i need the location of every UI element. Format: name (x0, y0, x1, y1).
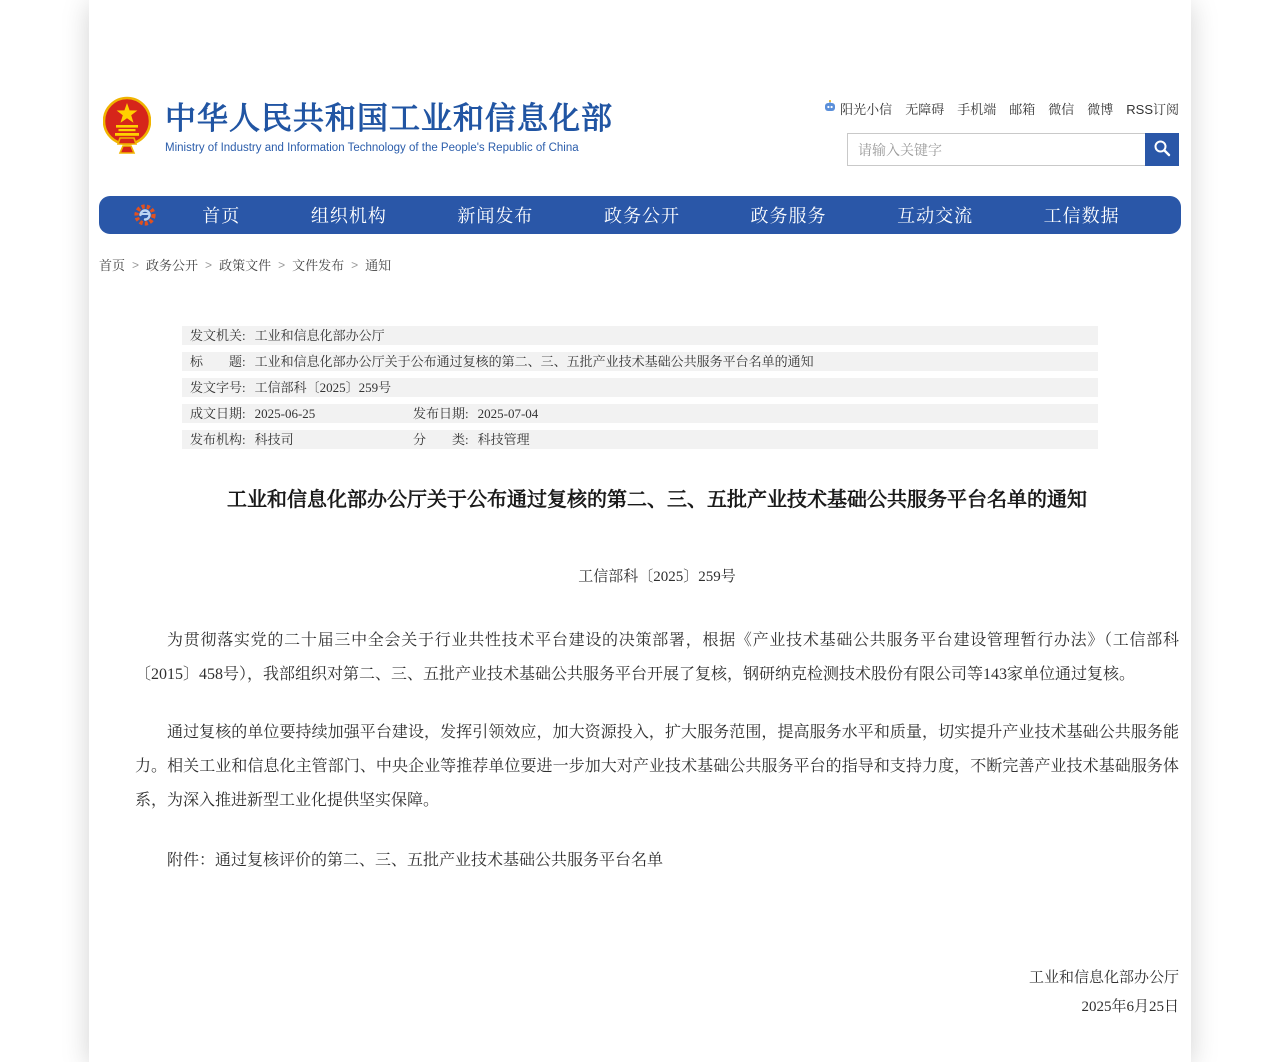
nav-item-gov-disclosure[interactable]: 政务公开 (603, 206, 680, 226)
brand-titles (165, 101, 613, 154)
attachment-link[interactable]: 通过复核评价的第二、三、五批产业技术基础公共服务平台名单 (215, 852, 664, 869)
meta-value: 科技管理 (477, 432, 530, 447)
meta-label: 标 题: (190, 354, 246, 369)
breadcrumb-home[interactable]: 首页 (99, 258, 126, 273)
meta-value: 科技司 (254, 432, 294, 447)
search-button[interactable] (1145, 133, 1179, 166)
nav-item-home[interactable]: 首页 (202, 206, 241, 226)
meta-label: 发文字号: (190, 380, 246, 395)
signature-date: 2025年6月25日 (1081, 999, 1179, 1015)
document-number: 工信部科〔2025〕259号 (578, 569, 736, 585)
nav-item-interaction[interactable]: 互动交流 (897, 206, 974, 226)
attachment-line (135, 844, 1179, 878)
meta-row-title (182, 352, 1098, 371)
breadcrumb-separator: > (132, 257, 140, 272)
header-right (840, 99, 1179, 166)
breadcrumb (99, 255, 1181, 274)
breadcrumb-current-notice: 通知 (365, 258, 392, 273)
signature-org: 工业和信息化部办公厅 (1028, 970, 1179, 986)
main-nav (99, 196, 1181, 234)
search-input[interactable] (847, 133, 1145, 166)
meta-label: 分 类: (413, 432, 469, 447)
nav-item-news[interactable]: 新闻发布 (457, 206, 534, 226)
meta-value: 2025-06-25 (254, 406, 316, 421)
breadcrumb-separator: > (205, 257, 213, 272)
nav-item-miit-data[interactable]: 工信数据 (1043, 206, 1120, 226)
quick-link-sunshine-assistant[interactable] (823, 99, 892, 118)
quick-link-accessibility[interactable]: 无障碍 (905, 102, 945, 117)
site-subtitle: Ministry of Industry and Information Technology of the People's Republic of China (165, 142, 579, 154)
meta-label: 成文日期: (190, 406, 246, 421)
meta-row-issuing-org (182, 326, 1098, 345)
breadcrumb-separator: > (278, 257, 286, 272)
meta-value: 工业和信息化部办公厅关于公布通过复核的第二、三、五批产业技术基础公共服务平台名单的通知 (254, 354, 814, 369)
breadcrumb-policy-documents[interactable]: 政策文件 (219, 258, 272, 273)
signature-block (135, 964, 1179, 1022)
quick-links (840, 99, 1179, 118)
breadcrumb-separator: > (351, 257, 359, 272)
meta-value: 2025-07-04 (477, 406, 539, 421)
meta-row-doc-number (182, 378, 1098, 397)
meta-label: 发文机关: (190, 328, 246, 343)
document-meta-table (182, 326, 1098, 449)
search-bar (847, 133, 1179, 166)
assistant-avatar-icon (823, 100, 837, 117)
meta-label: 发布日期: (413, 406, 469, 421)
miit-logo-icon (133, 203, 157, 227)
quick-link-wechat[interactable]: 微信 (1048, 102, 1075, 117)
site-title: 中华人民共和国工业和信息化部 (165, 101, 613, 136)
nav-items (167, 202, 1155, 228)
attachment-label: 附件： (167, 852, 216, 869)
document-title: 工业和信息化部办公厅关于公布通过复核的第二、三、五批产业技术基础公共服务平台名单的通知 (227, 489, 1087, 511)
meta-label: 发布机构: (190, 432, 246, 447)
quick-link-label: 阳光小信 (840, 102, 893, 117)
meta-value: 工业和信息化部办公厅 (254, 328, 385, 343)
document-paragraph: 为贯彻落实党的二十届三中全会关于行业共性技术平台建设的决策部署，根据《产业技术基础公共服务平台建设管理暂行办法》（工信部科〔2015〕458号），我部组织对第二、三、五批产业技术基础公共服务平台开展了复核，钢研纳克检测技术股份有限公司等143家单位通过复核。 (135, 632, 1179, 683)
national-emblem-icon (103, 94, 151, 161)
document-paragraph: 通过复核的单位要持续加强平台建设，发挥引领效应，加大资源投入，扩大服务范围，提高服务水平和质量，切实提升产业技术基础公共服务能力。相关工业和信息化主管部门、中央企业等推荐单位要进一步加大对产业技术基础公共服务平台的指导和支持力度，不断完善产业技术基础服务体系，为深入推进新型工业化提供坚实保障。 (135, 724, 1179, 809)
nav-item-organization[interactable]: 组织机构 (310, 206, 387, 226)
meta-row-org-category (182, 430, 1098, 449)
quick-link-mail[interactable]: 邮箱 (1009, 102, 1036, 117)
nav-item-gov-services[interactable]: 政务服务 (750, 206, 827, 226)
site-header (89, 0, 1191, 196)
brand-home-link[interactable] (103, 94, 613, 161)
meta-value: 工信部科〔2025〕259号 (254, 380, 392, 395)
breadcrumb-gov-disclosure[interactable]: 政务公开 (146, 258, 199, 273)
document-body (135, 485, 1179, 1022)
quick-link-weibo[interactable]: 微博 (1087, 102, 1114, 117)
breadcrumb-document-release[interactable]: 文件发布 (292, 258, 345, 273)
meta-row-dates (182, 404, 1098, 423)
quick-link-rss[interactable]: RSS订阅 (1126, 102, 1179, 117)
search-icon (1153, 139, 1171, 160)
quick-link-mobile[interactable]: 手机端 (957, 102, 997, 117)
page-card (89, 0, 1191, 1062)
